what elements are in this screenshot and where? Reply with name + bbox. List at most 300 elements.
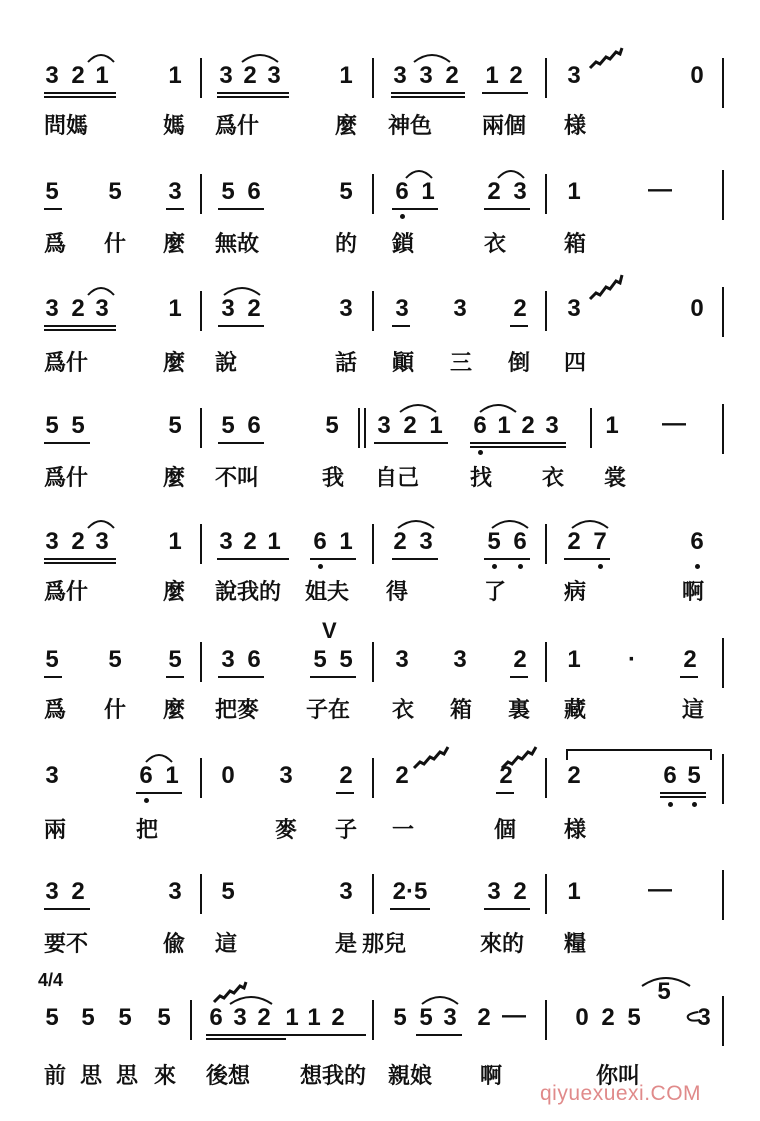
note: 2 (247, 295, 261, 322)
note: 3 (443, 1004, 457, 1031)
slur (240, 48, 280, 64)
note: 3 (221, 646, 235, 673)
note: 2 (487, 178, 501, 205)
lyric-word: 話 (335, 351, 358, 376)
barline (545, 874, 547, 914)
lyric-word: 找 (470, 466, 493, 491)
note: 2 (567, 528, 581, 555)
note: 5 (487, 528, 501, 555)
note: 2 (71, 878, 85, 905)
barline (358, 408, 360, 448)
note: 1 (567, 878, 581, 905)
lyric-word: 箱 (564, 232, 587, 257)
underline (660, 792, 706, 794)
note: — (502, 1002, 526, 1029)
slur (412, 48, 452, 64)
lyric-word: 藏 (564, 698, 587, 723)
lyric-word: 三 (450, 351, 473, 376)
barline (372, 874, 374, 914)
note: 5 (71, 412, 85, 439)
slur (144, 748, 174, 764)
barline (200, 758, 202, 798)
note: 3 (45, 62, 59, 89)
underline (391, 96, 465, 98)
barline (200, 524, 202, 564)
low-octave-dot (692, 802, 697, 807)
barline (200, 174, 202, 214)
lyric-word: 爲什 (44, 580, 89, 605)
lyric-word: 一 (392, 818, 415, 843)
lyric-word: 麼 (163, 351, 186, 376)
note: 1 (429, 412, 443, 439)
lyric-word: 無故 (215, 232, 260, 257)
note: 2 (331, 1004, 345, 1031)
underline (206, 1034, 366, 1036)
note: 2 (257, 1004, 271, 1031)
note: 3 (267, 62, 281, 89)
note: 5 (339, 646, 353, 673)
lyric-word: 裏 (508, 698, 531, 723)
underline (217, 92, 289, 94)
note: 3 (453, 646, 467, 673)
lyric-word: 什 (104, 232, 127, 257)
note: 1 (165, 762, 179, 789)
note: 3 (233, 1004, 247, 1031)
note: 6 (473, 412, 487, 439)
note: 3 (377, 412, 391, 439)
lyric-word: 倒 (508, 351, 531, 376)
barline (722, 404, 724, 454)
note: 2 (395, 762, 409, 789)
note: 3 (95, 528, 109, 555)
underline (510, 676, 528, 678)
note: 2 (509, 62, 523, 89)
note: 1 (168, 528, 182, 555)
note: 3 (339, 878, 353, 905)
underline (660, 796, 706, 798)
low-octave-dot (492, 564, 497, 569)
underline (390, 908, 430, 910)
underline (44, 676, 62, 678)
barline (722, 287, 724, 337)
lyric-word: 麼 (163, 698, 186, 723)
slur (420, 990, 460, 1006)
note: 6 (209, 1004, 223, 1031)
note: 1 (285, 1004, 299, 1031)
underline (44, 442, 90, 444)
low-octave-dot (478, 450, 483, 455)
lyric-word: 啊 (480, 1064, 503, 1089)
underline (336, 792, 354, 794)
note: 1 (307, 1004, 321, 1031)
note: 3 (697, 1004, 711, 1031)
underline (44, 558, 116, 560)
note: 5 (339, 178, 353, 205)
note: 0 (690, 62, 704, 89)
note: 2 (477, 1004, 491, 1031)
underline (484, 208, 530, 210)
note: 3 (219, 62, 233, 89)
lyric-word: 前 (44, 1064, 67, 1089)
note: 6 (247, 178, 261, 205)
slur (396, 514, 436, 530)
underline (44, 329, 116, 331)
note: 1 (567, 178, 581, 205)
barline (364, 408, 366, 448)
note: 1 (339, 62, 353, 89)
underline (564, 558, 610, 560)
lyric-word: 顚 (392, 351, 415, 376)
lyric-word: 那兒 (362, 932, 407, 957)
note: 1 (339, 528, 353, 555)
note: 1 (567, 646, 581, 673)
lyric-word: 麼 (163, 580, 186, 605)
underline (44, 562, 116, 564)
lyric-word: 爲什 (44, 351, 89, 376)
low-octave-dot (668, 802, 673, 807)
note: 3 (219, 528, 233, 555)
glissando-mark (500, 744, 540, 770)
low-octave-dot (400, 214, 405, 219)
note: 1 (267, 528, 281, 555)
note: 2 (513, 295, 527, 322)
barline (200, 642, 202, 682)
note: 5 (45, 646, 59, 673)
underline (44, 92, 116, 94)
note: 6 (313, 528, 327, 555)
note: 0 (221, 762, 235, 789)
note: 6 (247, 412, 261, 439)
lyric-word: 自己 (375, 466, 420, 491)
lyric-word: 來 (154, 1064, 177, 1089)
lyric-word: 四 (564, 351, 587, 376)
note: 5 (627, 1004, 641, 1031)
note: — (648, 176, 672, 203)
lyric-word: 什 (104, 698, 127, 723)
note: — (648, 876, 672, 903)
underline (206, 1038, 286, 1040)
lyric-word: 爲 (44, 698, 67, 723)
note: 3 (453, 295, 467, 322)
lyric-word: 兩個 (482, 114, 527, 139)
note: 5 (687, 762, 701, 789)
bracket (565, 746, 715, 762)
lyric-word: 病 (564, 580, 587, 605)
underline (470, 442, 566, 444)
note: 3 (95, 295, 109, 322)
barline (545, 174, 547, 214)
note: 3 (168, 878, 182, 905)
lyric-word: 我 (322, 466, 345, 491)
low-octave-dot (518, 564, 523, 569)
note: 2 (393, 528, 407, 555)
underline (217, 558, 289, 560)
note: 5 (393, 1004, 407, 1031)
glissando-mark (412, 744, 452, 770)
low-octave-dot (318, 564, 323, 569)
underline (310, 558, 356, 560)
note: 2 (513, 646, 527, 673)
barline (200, 408, 202, 448)
slur (86, 514, 116, 530)
slur (570, 514, 610, 530)
underline (482, 92, 528, 94)
note: 6 (395, 178, 409, 205)
underline (166, 676, 184, 678)
note: 2·5 (392, 878, 428, 905)
barline (722, 170, 724, 220)
barline (722, 870, 724, 920)
lyric-word: 把 (136, 818, 159, 843)
barline (372, 174, 374, 214)
lyric-word: 得 (386, 580, 409, 605)
slur (86, 281, 116, 297)
note: · (628, 646, 636, 673)
underline (44, 208, 62, 210)
note: 1 (168, 295, 182, 322)
lyric-word: 個 (494, 818, 517, 843)
barline (722, 638, 724, 688)
lyric-word: 想我的 (300, 1064, 367, 1089)
underline (217, 96, 289, 98)
underline (470, 446, 566, 448)
lyric-word: 麥 (275, 818, 298, 843)
note: 2 (601, 1004, 615, 1031)
turn-mark (684, 1010, 702, 1024)
note: 3 (221, 295, 235, 322)
barline (372, 1000, 374, 1040)
lyric-word: 思 (116, 1064, 139, 1089)
lyric-word: 要不 (44, 932, 89, 957)
note: 3 (513, 178, 527, 205)
lyric-word: 麼 (163, 232, 186, 257)
note: 3 (487, 878, 501, 905)
underline (484, 558, 530, 560)
note: 2 (243, 62, 257, 89)
barline (190, 1000, 192, 1040)
note: 2 (403, 412, 417, 439)
note: 3 (393, 62, 407, 89)
slur (496, 164, 526, 180)
barline (200, 58, 202, 98)
lyric-word: 說 (215, 351, 238, 376)
slur (640, 970, 692, 988)
lyric-word: 兩 (44, 818, 67, 843)
note: 2 (71, 62, 85, 89)
underline (310, 676, 356, 678)
slur (86, 48, 116, 64)
lyric-word: 爲什 (44, 466, 89, 491)
slur (478, 398, 518, 414)
low-octave-dot (144, 798, 149, 803)
note: 2 (71, 295, 85, 322)
note: 3 (567, 295, 581, 322)
lyric-word: 衣 (392, 698, 415, 723)
note: 3 (45, 762, 59, 789)
note: 5 (81, 1004, 95, 1031)
note: 6 (139, 762, 153, 789)
lyric-word: 後想 (206, 1064, 251, 1089)
lyric-word: 鎖 (392, 232, 415, 257)
underline (44, 325, 116, 327)
underline (496, 792, 514, 794)
slur (490, 514, 530, 530)
note: 5 (168, 646, 182, 673)
barline (372, 524, 374, 564)
underline (484, 908, 530, 910)
note: 2 (71, 528, 85, 555)
lyric-word: 子 (335, 818, 358, 843)
note: 5 (168, 412, 182, 439)
note: 1 (168, 62, 182, 89)
underline (44, 908, 90, 910)
note: 3 (279, 762, 293, 789)
note: 5 (221, 412, 235, 439)
note: 3 (567, 62, 581, 89)
lyric-word: 這 (682, 698, 705, 723)
note: 0 (575, 1004, 589, 1031)
lyric-word: 姐夫 (305, 580, 350, 605)
note: 3 (45, 295, 59, 322)
note: 5 (45, 178, 59, 205)
underline (510, 325, 528, 327)
underline (416, 1034, 462, 1036)
note: 6 (513, 528, 527, 555)
lyric-word: 你叫 (596, 1064, 641, 1089)
note: 6 (690, 528, 704, 555)
underline (374, 442, 448, 444)
lyric-word: 様 (564, 818, 587, 843)
barline (372, 758, 374, 798)
barline (545, 1000, 547, 1040)
note: 2 (683, 646, 697, 673)
note: 3 (339, 295, 353, 322)
note: 1 (95, 62, 109, 89)
barline (200, 874, 202, 914)
note: 5 (45, 1004, 59, 1031)
note: 7 (593, 528, 607, 555)
barline (545, 291, 547, 331)
glissando-mark (212, 978, 248, 1004)
note: 6 (663, 762, 677, 789)
note: 5 (325, 412, 339, 439)
note: 1 (421, 178, 435, 205)
note: 2 (243, 528, 257, 555)
watermark: qiyuexuexi.COM (540, 1082, 702, 1105)
barline (722, 996, 724, 1046)
barline (200, 291, 202, 331)
barline (372, 58, 374, 98)
slur (404, 164, 434, 180)
lyric-word: 來的 (480, 932, 525, 957)
lyric-word: 是 (335, 932, 358, 957)
note: 5 (108, 646, 122, 673)
note: 1 (485, 62, 499, 89)
lyric-word: 偸 (163, 932, 186, 957)
barline (545, 642, 547, 682)
lyric-word: 問媽 (44, 114, 89, 139)
lyric-word: 麼 (335, 114, 358, 139)
lyric-word: 神色 (388, 114, 433, 139)
underline (218, 442, 264, 444)
barline (545, 524, 547, 564)
note: 2 (521, 412, 535, 439)
lyric-word: 把麥 (215, 698, 260, 723)
time-signature: 4/4 (38, 970, 64, 990)
note: 3 (419, 528, 433, 555)
lyric-word: 裳 (604, 466, 627, 491)
low-octave-dot (695, 564, 700, 569)
note: 2 (339, 762, 353, 789)
note: 5 (221, 178, 235, 205)
lyric-word: 啊 (682, 580, 705, 605)
barline (545, 758, 547, 798)
underline (392, 325, 410, 327)
note: 3 (45, 878, 59, 905)
note: 5 (108, 178, 122, 205)
lyric-word: 不叫 (215, 466, 260, 491)
lyric-word: 様 (564, 114, 587, 139)
note: 5 (657, 978, 671, 1005)
slur (398, 398, 438, 414)
lyric-word: 了 (484, 580, 507, 605)
note: 6 (247, 646, 261, 673)
breath-mark: V (322, 618, 337, 643)
note: 0 (690, 295, 704, 322)
underline (391, 92, 465, 94)
lyric-word: 說我的 (215, 580, 282, 605)
note: 5 (118, 1004, 132, 1031)
barline (372, 642, 374, 682)
lyric-word: 爲 (44, 232, 67, 257)
note: 5 (419, 1004, 433, 1031)
note: 1 (605, 412, 619, 439)
note: 2 (445, 62, 459, 89)
glissando-mark (588, 44, 624, 70)
low-octave-dot (598, 564, 603, 569)
lyric-word: 箱 (450, 698, 473, 723)
lyric-word: 衣 (484, 232, 507, 257)
lyric-word: 衣 (542, 466, 565, 491)
lyric-word: 思 (80, 1064, 103, 1089)
note: 2 (567, 762, 581, 789)
note: — (662, 410, 686, 437)
lyric-word: 糧 (564, 932, 587, 957)
note: 3 (419, 62, 433, 89)
barline (545, 58, 547, 98)
underline (392, 558, 438, 560)
slur (222, 281, 262, 297)
note: 3 (45, 528, 59, 555)
note: 3 (395, 295, 409, 322)
lyric-word: 的 (335, 232, 358, 257)
lyric-word: 媽 (163, 114, 186, 139)
underline (218, 208, 264, 210)
lyric-word: 爲什 (215, 114, 260, 139)
note: 3 (168, 178, 182, 205)
lyric-word: 親娘 (388, 1064, 433, 1089)
note: 2 (513, 878, 527, 905)
note: 5 (157, 1004, 171, 1031)
barline (722, 754, 724, 804)
underline (218, 676, 264, 678)
underline (392, 208, 438, 210)
note: 1 (497, 412, 511, 439)
note: 3 (395, 646, 409, 673)
lyric-word: 子在 (306, 698, 351, 723)
barline (722, 58, 724, 108)
underline (680, 676, 698, 678)
